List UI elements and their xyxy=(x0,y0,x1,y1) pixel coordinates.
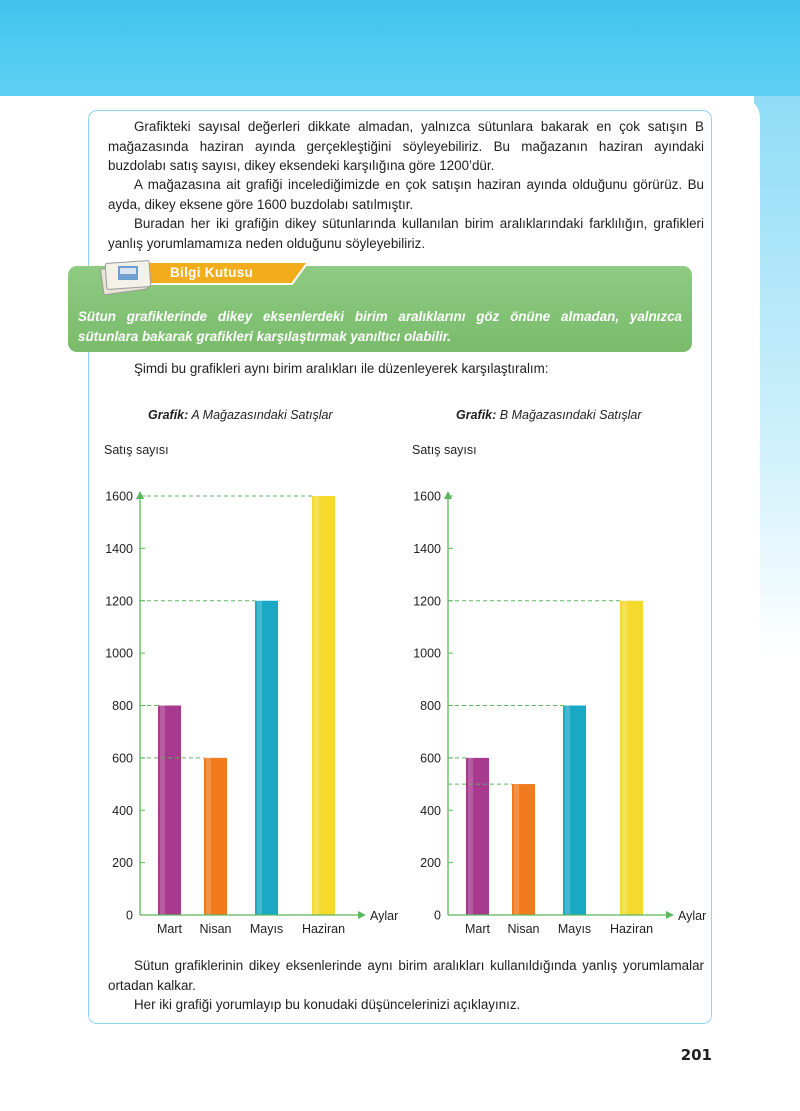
chart-b-bar-highlight xyxy=(565,706,570,916)
chart-a-category-label: Nisan xyxy=(199,922,232,936)
chart-a-category-label: Mart xyxy=(157,922,182,936)
chart-b-bar-highlight xyxy=(468,758,473,915)
chart-a-category-label: Mayıs xyxy=(249,922,284,936)
chart-a-title-prefix: Grafik: xyxy=(148,408,189,422)
chart-b-title-text: B Mağazasındaki Satışlar xyxy=(499,408,642,422)
chart-b-ytick-label: 200 xyxy=(420,856,441,871)
chart-b-ytick-label: 400 xyxy=(420,803,441,818)
chart-a-ytick-label: 0 xyxy=(126,908,133,923)
chart-a-title xyxy=(148,408,333,422)
compare-intro: Şimdi bu grafikleri aynı birim aralıkları ile düzenleyerek karşılaştıralım: xyxy=(134,361,549,376)
chart-b-bar-highlight xyxy=(622,601,627,915)
chart-b-ytick-label: 800 xyxy=(420,699,441,713)
chart-b-ytick-label: 1200 xyxy=(413,594,441,609)
chart-a-title-text: A Mağazasındaki Satışlar xyxy=(191,408,333,422)
chart-a-ytick-label: 1400 xyxy=(105,541,133,556)
chart-a-ylabel: Satış sayısı xyxy=(104,443,169,457)
info-box-text: Sütun grafiklerinde dikey eksenlerdeki birim aralıklarını göz önüne almadan, yalnızca sütunlara bakarak grafikleri karşılaştırmak yanıltıcı olabilir. xyxy=(78,309,682,344)
chart-a-ytick-label: 1000 xyxy=(105,646,133,661)
chart-a-ytick-label: 1600 xyxy=(105,489,133,504)
chart-a-category-label: Haziran xyxy=(301,922,346,936)
chart-a-bar-highlight xyxy=(257,601,262,915)
chart-a-xlabel: Aylar xyxy=(370,909,398,923)
chart-a-ytick-label: 400 xyxy=(112,803,133,818)
header-band xyxy=(0,0,800,96)
chart-b-ytick-label: 1600 xyxy=(413,489,441,504)
intro-paragraph-3: Buradan her iki grafiğin dikey sütunlarında kullanılan birim aralıklarındaki farklılığın, grafikleri yanlış yorumlamamıza neden olduğunu söyleyebiliriz. xyxy=(108,216,704,251)
chart-a-y-axis-arrow xyxy=(136,491,144,499)
chart-b-category-label: Mart xyxy=(465,922,490,936)
chart-a-bar-highlight xyxy=(206,758,211,915)
chart-b-title-prefix: Grafik: xyxy=(456,408,497,422)
chart-a-ytick-label: 800 xyxy=(112,699,133,713)
chart-a xyxy=(98,436,398,946)
side-band xyxy=(754,96,800,656)
book-stack-icon xyxy=(100,260,150,294)
chart-b-category-label: Nisan xyxy=(507,922,540,936)
chart-a-ytick-label: 200 xyxy=(112,856,133,871)
chart-b-ytick-label: 600 xyxy=(420,751,441,766)
chart-b-y-axis-arrow xyxy=(444,491,452,499)
intro-paragraph-2: A mağazasına ait grafiği incelediğimizde en çok satışın haziran ayında olduğunu görürüz. Bu ayda, dikey eksene göre 1600 buzdolabı satılmıştır. xyxy=(108,177,704,212)
closing-paragraph-2: Her iki grafiği yorumlayıp bu konudaki düşüncelerinizi açıklayınız. xyxy=(134,997,521,1012)
chart-a-bar-highlight xyxy=(314,496,319,915)
chart-b-category-label: Haziran xyxy=(609,922,654,936)
chart-a-ytick-label: 600 xyxy=(112,751,133,766)
intro-paragraph-1: Grafikteki sayısal değerleri dikkate almadan, yalnızca sütunlara bakarak en çok satışın B mağazasında haziran ayında gerçekleştiğini söyleyebiliriz. Bu mağazanın haziran ayındaki buzdolabı satış sayısı, dikey eksendeki karşılığına göre 1200’dür. xyxy=(108,119,704,173)
chart-b-ytick-label: 0 xyxy=(434,908,441,923)
chart-b xyxy=(406,436,706,946)
chart-b-x-axis-arrow xyxy=(666,911,674,919)
page-number: 201 xyxy=(680,1046,712,1064)
info-box-title: Bilgi Kutusu xyxy=(170,265,254,280)
closing-paragraph-1: Sütun grafiklerinin dikey eksenlerinde aynı birim aralıkları kullanıldığında yanlış yorumlamalar ortadan kalkar. xyxy=(108,958,704,993)
chart-b-ytick-label: 1400 xyxy=(413,541,441,556)
chart-b-bar-highlight xyxy=(514,784,519,915)
chart-b-ylabel: Satış sayısı xyxy=(412,443,477,457)
chart-b-xlabel: Aylar xyxy=(678,909,706,923)
chart-a-x-axis-arrow xyxy=(358,911,366,919)
chart-a-bar-highlight xyxy=(160,706,165,916)
chart-b-category-label: Mayıs xyxy=(557,922,592,936)
chart-b-title xyxy=(456,408,642,422)
chart-b-ytick-label: 1000 xyxy=(413,646,441,661)
chart-a-ytick-label: 1200 xyxy=(105,594,133,609)
